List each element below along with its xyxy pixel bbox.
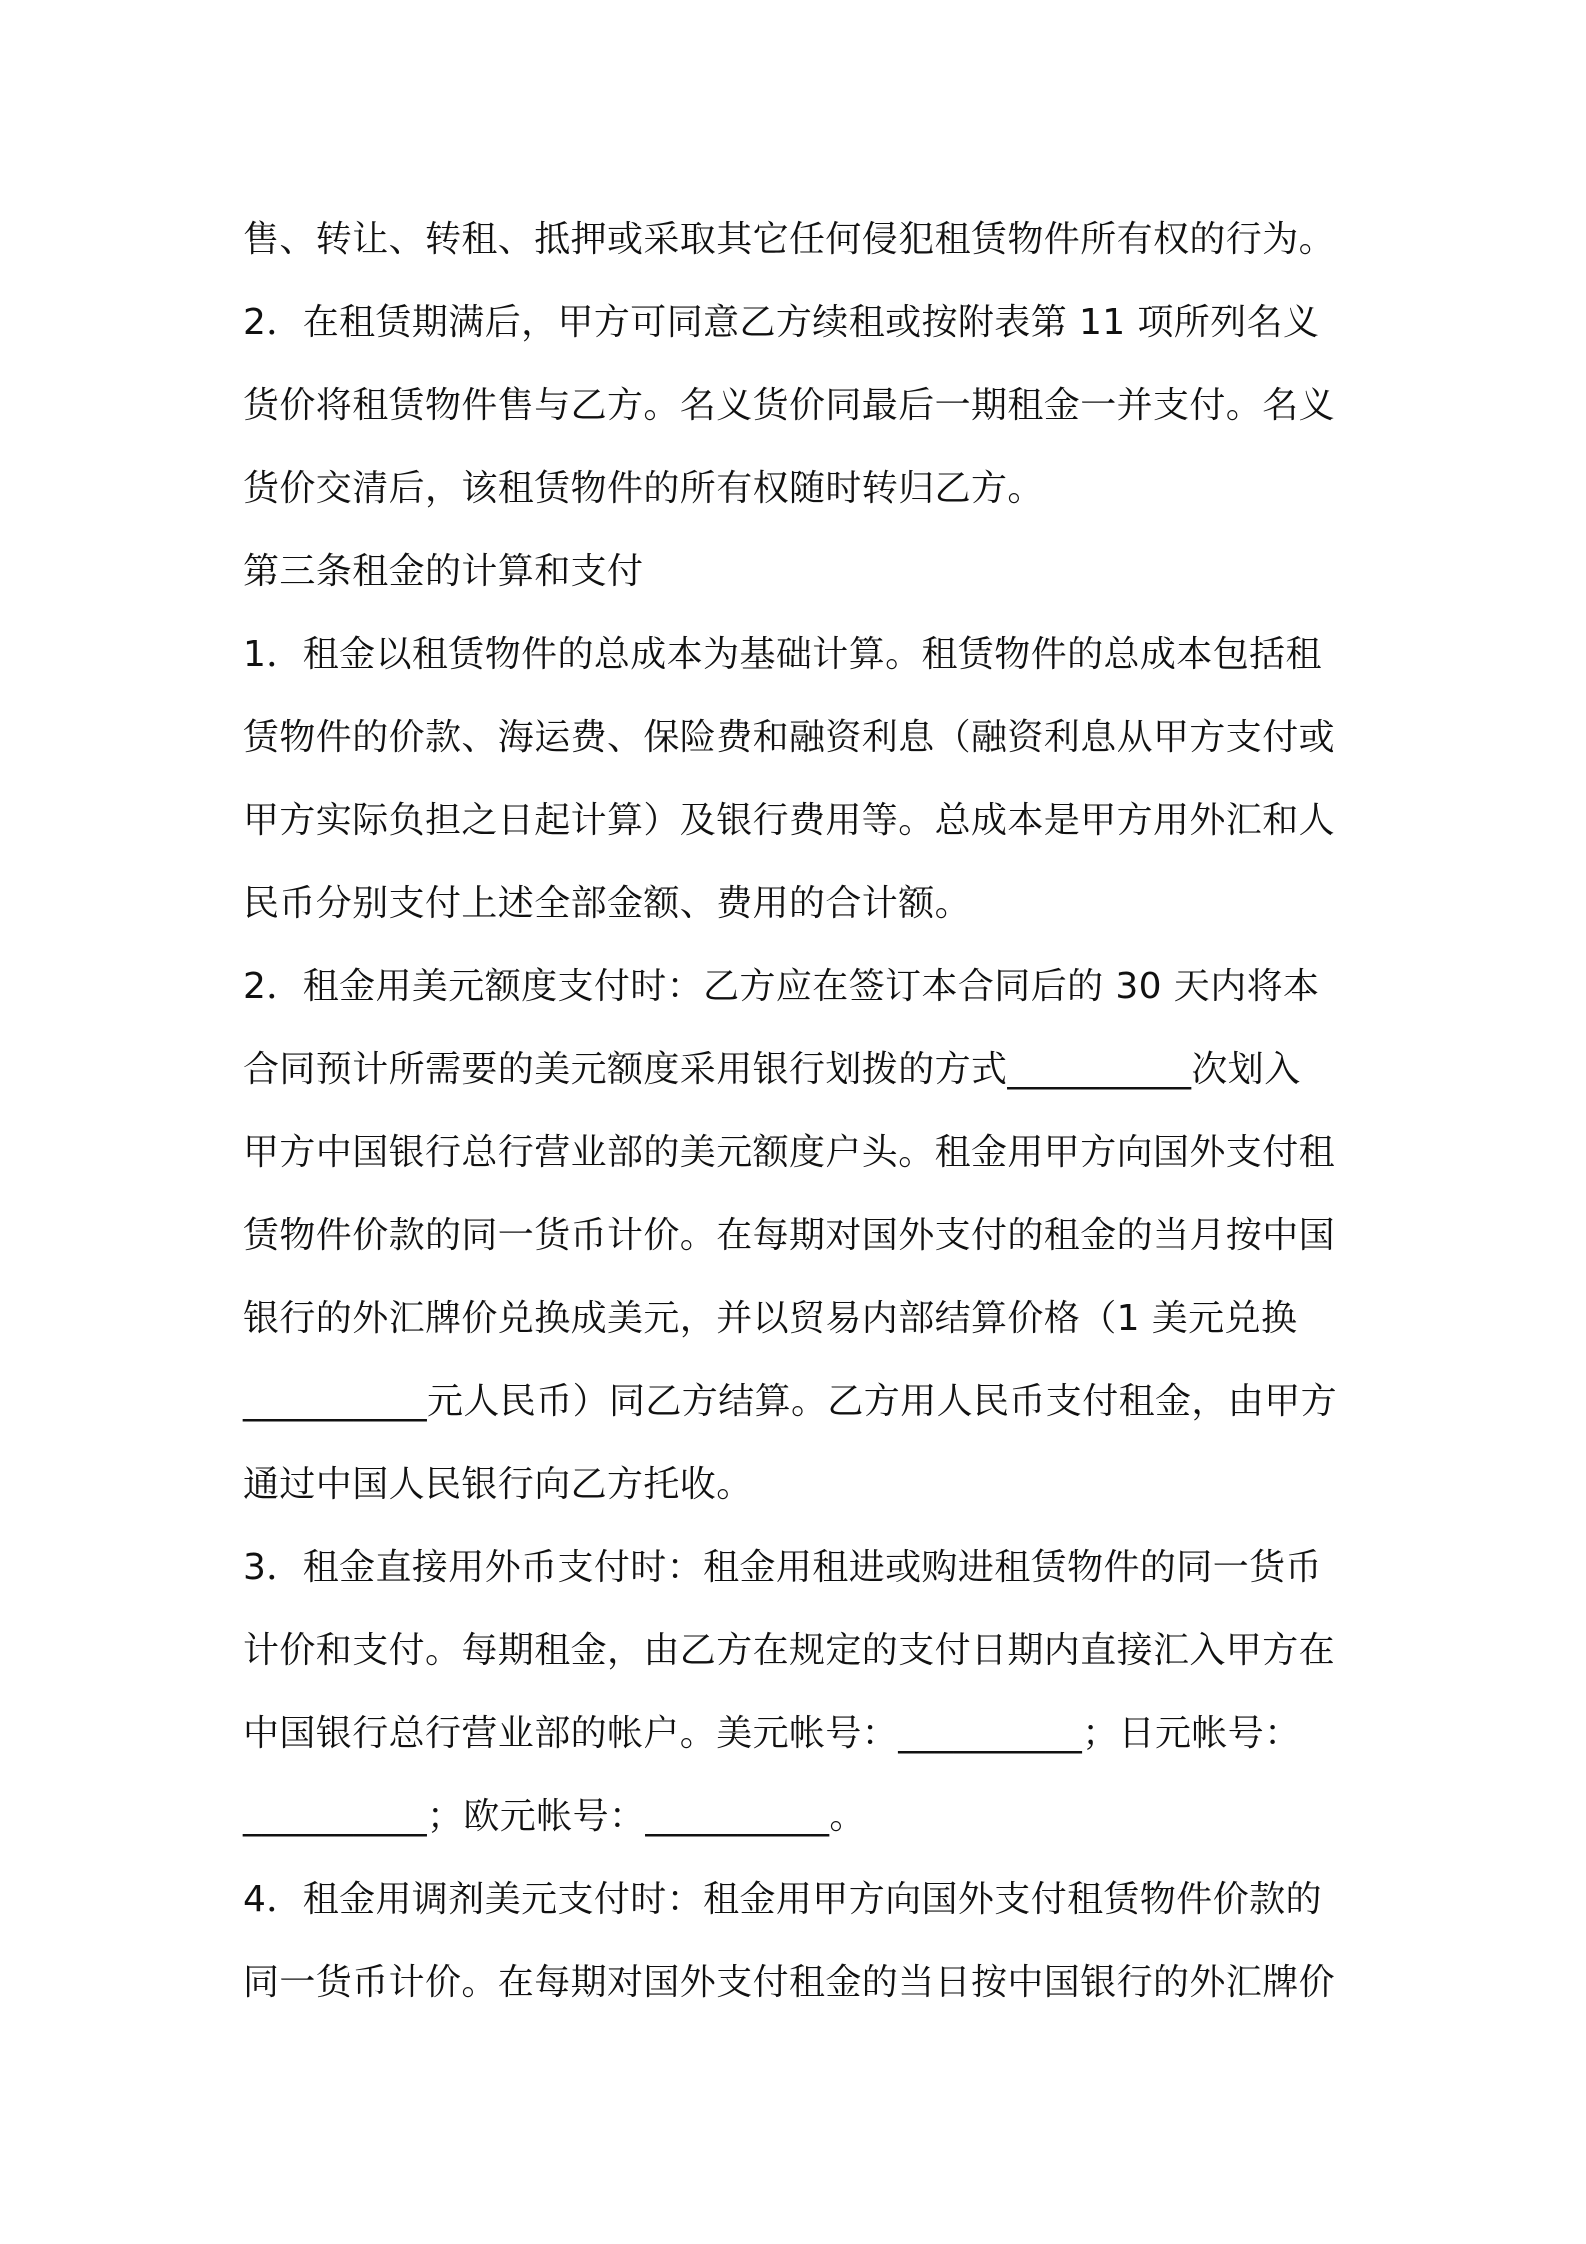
text-line: 计价和支付。每期租金，由乙方在规定的支付日期内直接汇入甲方在 — [243, 1630, 1336, 1671]
text-line: 银行的外汇牌价兑换成美元，并以贸易内部结算价格（1 美元兑换 — [243, 1298, 1298, 1339]
text-line: 货价将租赁物件售与乙方。名义货价同最后一期租金一并支付。名义 — [243, 385, 1336, 426]
text-line: 2．在租赁期满后，甲方可同意乙方续租或按附表第 11 项所列名义 — [243, 302, 1320, 343]
document-body — [243, 198, 1355, 2024]
text-line: 中国银行总行营业部的帐户。美元帐号：__________；日元帐号： — [243, 1713, 1301, 1754]
text-line: 1．租金以租赁物件的总成本为基础计算。租赁物件的总成本包括租 — [243, 634, 1322, 675]
text-line: 3．租金直接用外币支付时：租金用租进或购进租赁物件的同一货币 — [243, 1547, 1322, 1588]
text-line: 同一货币计价。在每期对国外支付租金的当日按中国银行的外汇牌价 — [243, 1962, 1336, 2003]
text-line: 赁物件价款的同一货币计价。在每期对国外支付的租金的当月按中国 — [243, 1215, 1336, 1256]
text-line: 甲方中国银行总行营业部的美元额度户头。租金用甲方向国外支付租 — [243, 1132, 1336, 1173]
section-heading: 第三条租金的计算和支付 — [243, 551, 644, 592]
text-line: 合同预计所需要的美元额度采用银行划拨的方式__________次划入 — [243, 1049, 1301, 1090]
text-line: 4．租金用调剂美元支付时：租金用甲方向国外支付租赁物件价款的 — [243, 1879, 1322, 1920]
text-line: 赁物件的价款、海运费、保险费和融资利息（融资利息从甲方支付或 — [243, 717, 1336, 758]
text-line: 通过中国人民银行向乙方托收。 — [243, 1464, 753, 1505]
text-line: __________元人民币）同乙方结算。乙方用人民币支付租金，由甲方 — [243, 1381, 1338, 1422]
text-line: 货价交清后，该租赁物件的所有权随时转归乙方。 — [243, 468, 1044, 509]
text-line: __________；欧元帐号：__________。 — [243, 1796, 866, 1837]
text-line: 2．租金用美元额度支付时：乙方应在签订本合同后的 30 天内将本 — [243, 966, 1320, 1007]
text-line: 售、转让、转租、抵押或采取其它任何侵犯租赁物件所有权的行为。 — [243, 219, 1336, 260]
text-line: 甲方实际负担之日起计算）及银行费用等。总成本是甲方用外汇和人 — [243, 800, 1336, 841]
text-line: 民币分别支付上述全部金额、费用的合计额。 — [243, 883, 972, 924]
